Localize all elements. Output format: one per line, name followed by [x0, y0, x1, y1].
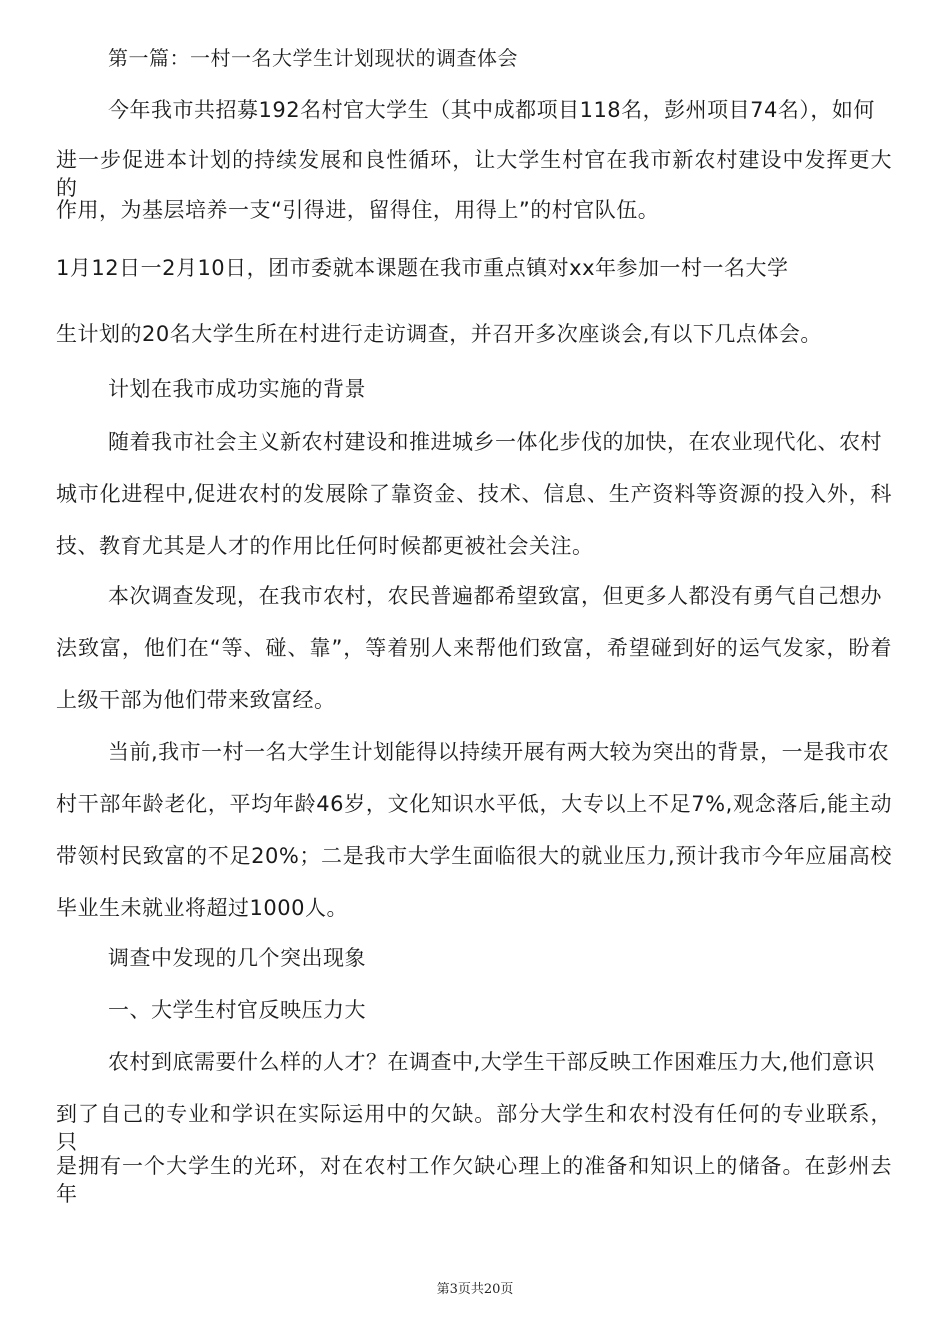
- paragraph-line: 上级干部为他们带来致富经。: [56, 688, 336, 712]
- section-heading: 计划在我市成功实施的背景: [108, 377, 366, 401]
- section-heading: 调查中发现的几个突出现象: [108, 946, 366, 970]
- page-number-footer: 第3页共20页: [436, 1282, 514, 1297]
- paragraph-line: 本次调查发现，在我市农村，农民普遍都希望致富，但更多人都没有勇气自己想办: [108, 584, 882, 608]
- paragraph-line: 随着我市社会主义新农村建设和推进城乡一体化步伐的加快，在农业现代化、农村: [108, 430, 882, 454]
- paragraph-line: 是拥有一个大学生的光环，对在农村工作欠缺心理上的准备和知识上的储备。在彭州去年: [56, 1154, 892, 1206]
- paragraph-line: 今年我市共招募192名村官大学生（其中成都项目118名，彭州项目74名），如何: [108, 98, 875, 122]
- paragraph-line: 毕业生未就业将超过1000人。: [56, 896, 348, 920]
- paragraph-line: 进一步促进本计划的持续发展和良性循环，让大学生村官在我市新农村建设中发挥更大的: [56, 148, 892, 200]
- paragraph-line: 到了自己的专业和学识在实际运用中的欠缺。部分大学生和农村没有任何的专业联系，只: [56, 1102, 892, 1154]
- paragraph-line: 村干部年龄老化，平均年龄46岁，文化知识水平低，大专以上不足7%,观念落后,能主动: [56, 792, 892, 816]
- paragraph-line: 1月12日一2月10日，团市委就本课题在我市重点镇对xx年参加一村一名大学: [56, 256, 789, 280]
- paragraph-line: 当前,我市一村一名大学生计划能得以持续开展有两大较为突出的背景，一是我市农: [108, 740, 890, 764]
- paragraph-line: 法致富，他们在“等、碰、靠”，等着别人来帮他们致富，希望碰到好的运气发家，盼着: [56, 636, 892, 660]
- section-heading: 一、大学生村官反映压力大: [108, 998, 366, 1022]
- paragraph-line: 技、教育尤其是人才的作用比任何时候都更被社会关注。: [56, 534, 594, 558]
- paragraph-line: 生计划的20名大学生所在村进行走访调查，并召开多次座谈会,有以下几点体会。: [56, 322, 822, 346]
- paragraph-line: 城市化进程中,促进农村的发展除了靠资金、技术、信息、生产资料等资源的投入外，科: [56, 482, 892, 506]
- document-title: 第一篇：一村一名大学生计划现状的调查体会: [108, 46, 518, 70]
- paragraph-line: 带领村民致富的不足20%；二是我市大学生面临很大的就业压力,预计我市今年应届高校: [56, 844, 892, 868]
- paragraph-line: 作用，为基层培养一支“引得进，留得住，用得上”的村官队伍。: [56, 198, 660, 222]
- paragraph-line: 农村到底需要什么样的人才？在调查中,大学生干部反映工作困难压力大,他们意识: [108, 1050, 875, 1074]
